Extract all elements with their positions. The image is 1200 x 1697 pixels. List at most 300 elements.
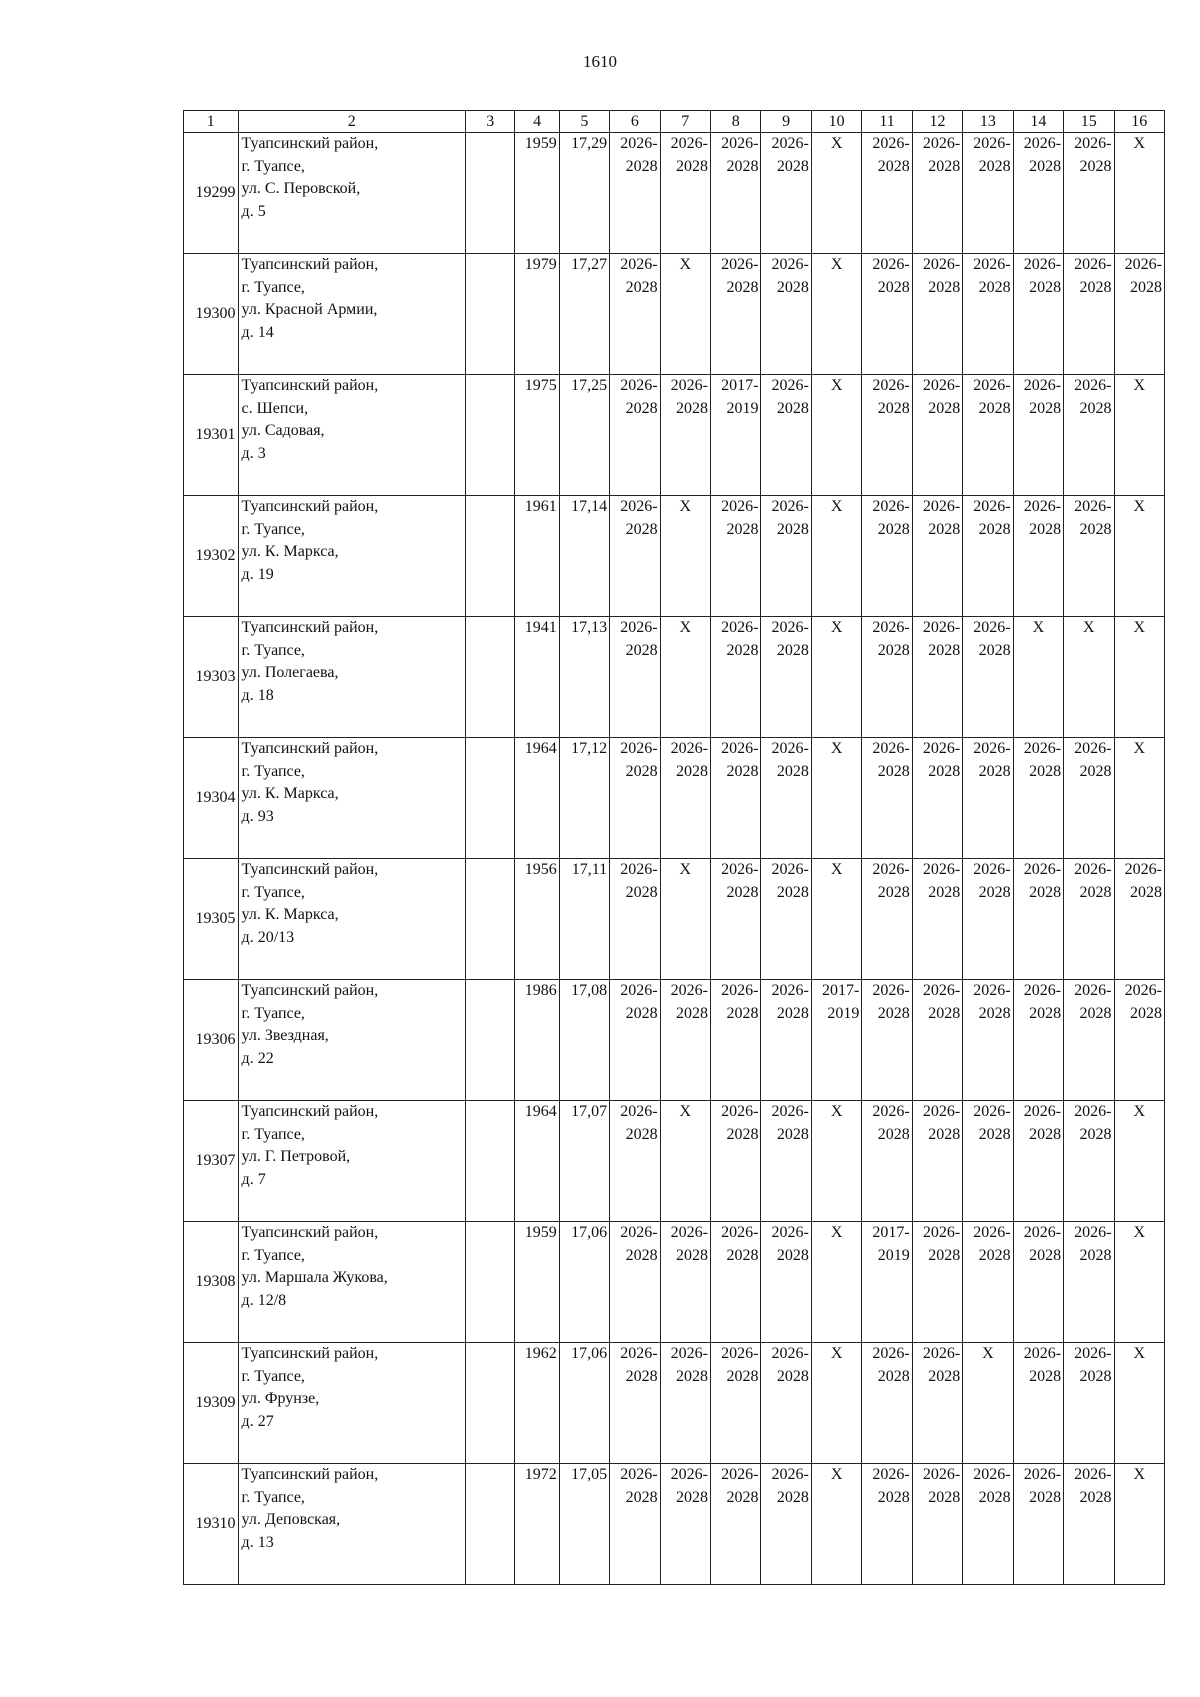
- period-start: 2026-: [771, 982, 809, 999]
- period-end: 2028: [978, 157, 1011, 175]
- table-row: [184, 617, 1165, 738]
- period-cell: X: [811, 1222, 861, 1343]
- period-cell: [1064, 254, 1114, 375]
- row-number: 19310: [184, 1464, 239, 1585]
- column-3-cell: [466, 980, 515, 1101]
- period-end: 2028: [978, 1125, 1011, 1143]
- period-end: 2028: [776, 641, 809, 659]
- column-3-cell: [466, 1101, 515, 1222]
- period-cell: [610, 738, 660, 859]
- period-cell: [963, 375, 1013, 496]
- period-cell: [963, 980, 1013, 1101]
- address-line: Туапсинский район,: [241, 256, 379, 273]
- row-number: 19307: [184, 1101, 239, 1222]
- column-3-cell: [466, 617, 515, 738]
- address-line: д. 27: [241, 1412, 274, 1430]
- period-end: 2028: [676, 762, 708, 780]
- address-cell: [238, 738, 465, 859]
- table-body: [184, 111, 1165, 1585]
- column-header: 2: [238, 111, 465, 133]
- period-start: 2026-: [872, 1103, 910, 1120]
- period-cell: [862, 133, 912, 254]
- period-start: 2026-: [1023, 498, 1062, 515]
- period-end: 2028: [877, 1125, 910, 1143]
- period-start: 2026-: [670, 740, 708, 757]
- period-end: 2028: [1130, 883, 1162, 901]
- period-cell: X: [1114, 375, 1165, 496]
- period-cell: [862, 617, 912, 738]
- period-cell: [610, 859, 660, 980]
- period-cell: [1013, 133, 1063, 254]
- address-line: г. Туапсе,: [241, 1367, 305, 1385]
- period-end: 2028: [625, 278, 658, 296]
- period-start: 2026-: [620, 256, 658, 273]
- period-start: 2026-: [721, 1466, 759, 1483]
- column-3-cell: [466, 133, 515, 254]
- period-start: 2026-: [1074, 256, 1112, 273]
- table-row: [184, 1101, 1165, 1222]
- period-end: 2028: [1029, 883, 1062, 901]
- period-cell: [963, 617, 1013, 738]
- period-end: 2028: [776, 1004, 809, 1022]
- period-cell: [761, 859, 811, 980]
- period-end: 2028: [928, 762, 961, 780]
- period-end: 2028: [978, 399, 1011, 417]
- period-end: 2028: [676, 157, 708, 175]
- column-3-cell: [466, 1343, 515, 1464]
- period-end: 2028: [726, 157, 759, 175]
- period-cell: [711, 617, 761, 738]
- period-cell: [912, 1464, 962, 1585]
- period-start: 2026-: [973, 740, 1011, 757]
- column-header: 7: [660, 111, 710, 133]
- period-end: 2028: [776, 762, 809, 780]
- period-cell: [711, 738, 761, 859]
- period-start: 2026-: [620, 740, 658, 757]
- period-cell: X: [1114, 1222, 1165, 1343]
- address-line: ул. Красной Армии,: [241, 301, 378, 318]
- period-start: 2026-: [1074, 135, 1112, 152]
- address-cell: [238, 617, 465, 738]
- period-cell: [1013, 1222, 1063, 1343]
- period-start: 2026-: [973, 377, 1011, 394]
- period-end: 2028: [676, 1246, 708, 1264]
- period-end: 2028: [928, 883, 961, 901]
- period-cell: [912, 1343, 962, 1464]
- period-cell: [1013, 1101, 1063, 1222]
- period-cell: [862, 1343, 912, 1464]
- period-end: 2028: [928, 157, 961, 175]
- period-cell: [862, 375, 912, 496]
- period-cell: [1013, 1464, 1063, 1585]
- period-end: 2028: [726, 1488, 759, 1506]
- period-end: 2028: [928, 278, 961, 296]
- address-line: г. Туапсе,: [241, 1246, 305, 1264]
- year-cell: 1972: [515, 1464, 559, 1585]
- period-start: 2026-: [973, 982, 1011, 999]
- year-cell: 1964: [515, 1101, 559, 1222]
- period-cell: [711, 859, 761, 980]
- period-cell: [610, 617, 660, 738]
- address-line: ул. Садовая,: [241, 422, 325, 439]
- period-start: 2026-: [872, 982, 910, 999]
- period-start: 2026-: [670, 1224, 708, 1241]
- address-cell: [238, 1343, 465, 1464]
- period-start: 2026-: [1074, 861, 1112, 878]
- period-cell: [610, 1101, 660, 1222]
- period-end: 2028: [676, 1004, 708, 1022]
- address-line: г. Туапсе,: [241, 1125, 305, 1143]
- period-end: 2028: [1029, 399, 1062, 417]
- period-start: 2026-: [1124, 256, 1162, 273]
- address-cell: [238, 496, 465, 617]
- period-end: 2028: [625, 157, 658, 175]
- period-start: 2026-: [721, 740, 759, 757]
- period-cell: [1064, 1464, 1114, 1585]
- period-start: 2026-: [872, 740, 910, 757]
- address-line: ул. Фрунзе,: [241, 1390, 320, 1407]
- period-cell: [963, 133, 1013, 254]
- column-header: 15: [1064, 111, 1114, 133]
- row-number: 19303: [184, 617, 239, 738]
- period-end: 2028: [928, 520, 961, 538]
- period-cell: [1013, 496, 1063, 617]
- period-start: 2026-: [1023, 740, 1062, 757]
- period-start: 2017-: [721, 377, 759, 394]
- table-row: [184, 133, 1165, 254]
- address-line: Туапсинский район,: [241, 861, 379, 878]
- period-end: 2028: [877, 641, 910, 659]
- column-header: 8: [711, 111, 761, 133]
- period-end: 2028: [1029, 278, 1062, 296]
- period-cell: [711, 1464, 761, 1585]
- period-start: 2026-: [771, 1466, 809, 1483]
- column-3-cell: [466, 496, 515, 617]
- wear-percent-cell: 17,14: [559, 496, 609, 617]
- period-end: 2028: [776, 1246, 809, 1264]
- period-cell: [1064, 375, 1114, 496]
- table-row: [184, 496, 1165, 617]
- period-end: 2028: [1130, 1004, 1162, 1022]
- period-start: 2026-: [620, 377, 658, 394]
- period-cell: [912, 375, 962, 496]
- period-start: 2026-: [721, 982, 759, 999]
- address-line: д. 93: [241, 807, 274, 825]
- period-end: 2028: [978, 883, 1011, 901]
- period-cell: [660, 1464, 710, 1585]
- year-cell: 1964: [515, 738, 559, 859]
- period-cell: [761, 738, 811, 859]
- address-cell: [238, 1464, 465, 1585]
- period-start: 2026-: [973, 498, 1011, 515]
- period-start: 2026-: [771, 740, 809, 757]
- period-start: 2026-: [872, 1345, 910, 1362]
- period-end: 2028: [928, 399, 961, 417]
- period-cell: [610, 496, 660, 617]
- period-cell: [761, 980, 811, 1101]
- period-start: 2026-: [973, 1466, 1011, 1483]
- address-line: д. 19: [241, 565, 274, 583]
- period-end: 2028: [877, 520, 910, 538]
- period-end: 2028: [726, 1367, 759, 1385]
- period-cell: X: [811, 1464, 861, 1585]
- period-cell: [862, 980, 912, 1101]
- period-start: 2026-: [771, 1224, 809, 1241]
- address-line: д. 5: [241, 202, 266, 220]
- period-end: 2028: [1079, 399, 1112, 417]
- period-start: 2026-: [721, 619, 759, 636]
- period-cell: [963, 254, 1013, 375]
- column-header: 4: [515, 111, 559, 133]
- period-start: 2026-: [721, 256, 759, 273]
- column-header: 14: [1013, 111, 1063, 133]
- period-start: 2026-: [973, 1103, 1011, 1120]
- period-end: 2028: [776, 399, 809, 417]
- period-end: 2028: [726, 1246, 759, 1264]
- period-end: 2028: [1029, 520, 1062, 538]
- period-cell: [761, 496, 811, 617]
- period-cell: [610, 133, 660, 254]
- period-start: 2026-: [922, 135, 961, 152]
- column-3-cell: [466, 738, 515, 859]
- period-end: 2028: [1079, 1488, 1112, 1506]
- period-cell: X: [1114, 1101, 1165, 1222]
- period-end: 2028: [978, 1004, 1011, 1022]
- period-cell: [862, 1464, 912, 1585]
- period-cell: [660, 1222, 710, 1343]
- period-start: 2026-: [922, 1345, 961, 1362]
- period-cell: X: [1114, 1464, 1165, 1585]
- period-start: 2026-: [620, 619, 658, 636]
- period-end: 2028: [1079, 520, 1112, 538]
- table-row: [184, 254, 1165, 375]
- period-cell: [761, 1222, 811, 1343]
- period-start: 2026-: [771, 1103, 809, 1120]
- period-start: 2026-: [620, 1466, 658, 1483]
- period-start: 2026-: [620, 135, 658, 152]
- period-end: 2028: [877, 1488, 910, 1506]
- address-line: с. Шепси,: [241, 399, 309, 417]
- period-start: 2026-: [620, 498, 658, 515]
- table-row: [184, 738, 1165, 859]
- period-cell: [862, 738, 912, 859]
- address-line: г. Туапсе,: [241, 641, 305, 659]
- period-start: 2026-: [1074, 1224, 1112, 1241]
- wear-percent-cell: 17,12: [559, 738, 609, 859]
- period-cell: [761, 1464, 811, 1585]
- period-cell: [963, 1101, 1013, 1222]
- period-start: 2017-: [821, 982, 860, 999]
- period-cell: [761, 133, 811, 254]
- period-end: 2028: [978, 1246, 1011, 1264]
- period-cell: [912, 859, 962, 980]
- address-line: г. Туапсе,: [241, 762, 305, 780]
- address-line: г. Туапсе,: [241, 520, 305, 538]
- period-cell: [761, 617, 811, 738]
- address-line: д. 3: [241, 444, 266, 462]
- period-start: 2026-: [670, 1466, 708, 1483]
- period-end: 2028: [625, 762, 658, 780]
- column-3-cell: [466, 254, 515, 375]
- period-end: 2028: [1079, 1004, 1112, 1022]
- period-cell: [660, 133, 710, 254]
- period-start: 2026-: [721, 1345, 759, 1362]
- period-end: 2028: [776, 157, 809, 175]
- address-line: г. Туапсе,: [241, 883, 305, 901]
- address-cell: [238, 1101, 465, 1222]
- year-cell: 1962: [515, 1343, 559, 1464]
- wear-percent-cell: 17,06: [559, 1222, 609, 1343]
- period-end: 2028: [776, 883, 809, 901]
- period-cell: [1064, 980, 1114, 1101]
- period-cell: X: [811, 133, 861, 254]
- period-start: 2026-: [1023, 377, 1062, 394]
- address-cell: [238, 254, 465, 375]
- period-start: 2026-: [922, 1103, 961, 1120]
- period-start: 2026-: [1023, 256, 1062, 273]
- period-cell: [1013, 375, 1063, 496]
- period-start: 2026-: [721, 1224, 759, 1241]
- period-end: 2028: [928, 1004, 961, 1022]
- period-start: 2026-: [872, 256, 910, 273]
- wear-percent-cell: 17,08: [559, 980, 609, 1101]
- address-line: ул. К. Маркса,: [241, 785, 339, 802]
- period-cell: [1064, 1222, 1114, 1343]
- period-start: 2026-: [872, 135, 910, 152]
- period-cell: [761, 1343, 811, 1464]
- address-line: Туапсинский район,: [241, 982, 379, 999]
- table-row: [184, 1343, 1165, 1464]
- period-cell: X: [660, 617, 710, 738]
- period-start: 2026-: [670, 377, 708, 394]
- period-cell: X: [811, 859, 861, 980]
- table-row: [184, 980, 1165, 1101]
- period-cell: X: [660, 1101, 710, 1222]
- table-row: [184, 1222, 1165, 1343]
- row-number: 19306: [184, 980, 239, 1101]
- period-end: 2028: [978, 1488, 1011, 1506]
- period-cell: [963, 738, 1013, 859]
- row-number: 19309: [184, 1343, 239, 1464]
- period-start: 2026-: [1074, 498, 1112, 515]
- period-end: 2028: [1079, 883, 1112, 901]
- period-start: 2026-: [973, 135, 1011, 152]
- period-start: 2026-: [771, 498, 809, 515]
- period-end: 2028: [776, 1367, 809, 1385]
- period-end: 2028: [625, 883, 658, 901]
- address-line: д. 7: [241, 1170, 266, 1188]
- period-end: 2028: [1079, 1125, 1112, 1143]
- period-start: 2026-: [1074, 1466, 1112, 1483]
- period-cell: [1064, 1343, 1114, 1464]
- period-end: 2028: [726, 641, 759, 659]
- period-end: 2028: [726, 762, 759, 780]
- period-start: 2026-: [771, 377, 809, 394]
- period-end: 2028: [877, 1367, 910, 1385]
- period-cell: [963, 1222, 1013, 1343]
- address-cell: [238, 375, 465, 496]
- address-line: д. 14: [241, 323, 274, 341]
- period-cell: [912, 617, 962, 738]
- year-cell: 1979: [515, 254, 559, 375]
- period-end: 2028: [776, 278, 809, 296]
- period-end: 2028: [776, 520, 809, 538]
- period-cell: [610, 254, 660, 375]
- wear-percent-cell: 17,29: [559, 133, 609, 254]
- address-cell: [238, 980, 465, 1101]
- period-cell: [1114, 254, 1165, 375]
- period-cell: X: [811, 1343, 861, 1464]
- period-start: 2026-: [922, 619, 961, 636]
- period-cell: [912, 254, 962, 375]
- period-end: 2028: [1029, 762, 1062, 780]
- wear-percent-cell: 17,13: [559, 617, 609, 738]
- period-cell: [862, 254, 912, 375]
- address-line: Туапсинский район,: [241, 498, 379, 515]
- address-line: ул. Звездная,: [241, 1027, 329, 1044]
- period-start: 2026-: [670, 1345, 708, 1362]
- period-end: 2028: [625, 1004, 658, 1022]
- address-line: Туапсинский район,: [241, 377, 379, 394]
- period-cell: [761, 1101, 811, 1222]
- period-cell: [1114, 980, 1165, 1101]
- period-end: 2028: [877, 399, 910, 417]
- address-line: г. Туапсе,: [241, 1004, 305, 1022]
- period-cell: [912, 738, 962, 859]
- period-cell: [862, 1101, 912, 1222]
- period-start: 2026-: [1023, 135, 1062, 152]
- period-end: 2028: [726, 1125, 759, 1143]
- period-end: 2028: [726, 883, 759, 901]
- period-cell: X: [1114, 1343, 1165, 1464]
- period-start: 2026-: [721, 1103, 759, 1120]
- period-start: 2026-: [872, 377, 910, 394]
- period-start: 2026-: [922, 1224, 961, 1241]
- row-number: 19305: [184, 859, 239, 980]
- period-start: 2026-: [670, 135, 708, 152]
- period-start: 2026-: [922, 982, 961, 999]
- period-cell: X: [811, 375, 861, 496]
- period-cell: [711, 254, 761, 375]
- row-number: 19308: [184, 1222, 239, 1343]
- address-line: г. Туапсе,: [241, 157, 305, 175]
- page-number: 1610: [583, 52, 617, 71]
- period-cell: [862, 859, 912, 980]
- period-start: 2026-: [973, 619, 1011, 636]
- wear-percent-cell: 17,25: [559, 375, 609, 496]
- period-end: 2028: [877, 762, 910, 780]
- period-cell: X: [1114, 496, 1165, 617]
- period-cell: [761, 254, 811, 375]
- period-start: 2026-: [1023, 1345, 1062, 1362]
- row-number: 19302: [184, 496, 239, 617]
- column-header: 9: [761, 111, 811, 133]
- period-start: 2026-: [872, 861, 910, 878]
- period-cell: [711, 375, 761, 496]
- period-cell: [963, 496, 1013, 617]
- period-cell: X: [660, 859, 710, 980]
- row-number: 19301: [184, 375, 239, 496]
- period-end: 2028: [928, 1367, 961, 1385]
- period-start: 2026-: [1023, 1224, 1062, 1241]
- table-row: [184, 859, 1165, 980]
- period-start: 2026-: [1023, 1103, 1062, 1120]
- period-start: 2026-: [922, 861, 961, 878]
- period-cell: [1013, 1343, 1063, 1464]
- period-start: 2026-: [872, 619, 910, 636]
- period-cell: X: [1013, 617, 1063, 738]
- address-line: д. 12/8: [241, 1291, 287, 1309]
